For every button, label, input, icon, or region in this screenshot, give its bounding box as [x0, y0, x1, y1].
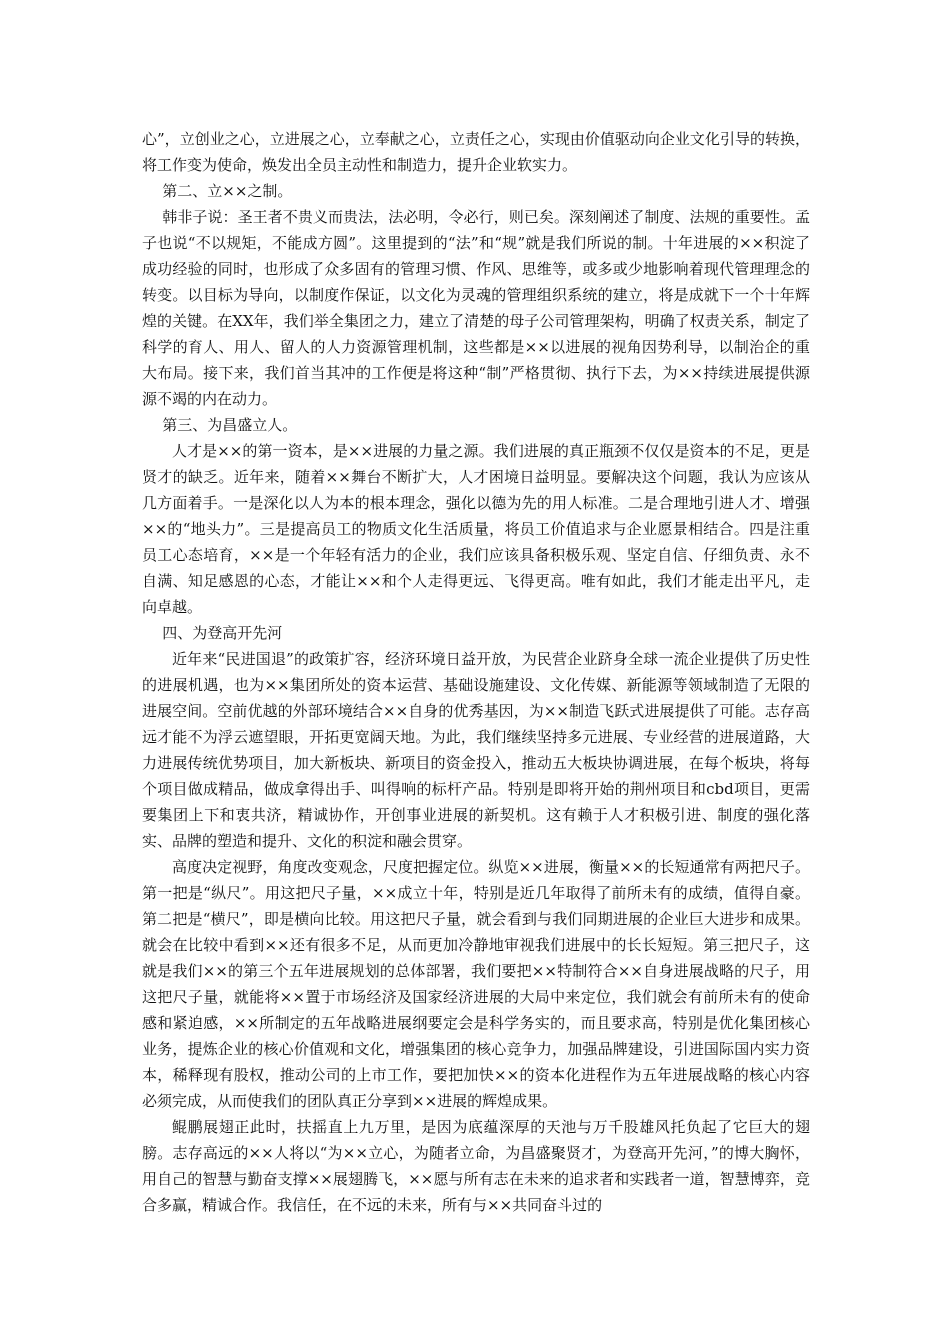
section-heading-4: 四、为登高开先河	[162, 624, 283, 642]
paragraph-system: 韩非子说：圣王者不贵义而贵法，法必明，令必行，则已矣。深刻阐述了制度、法规的重要性。孟子也说“不以规矩，不能成方圆”。这里提到的“法”和“规”就是我们所说的制。十年进展的××积淀了成功经验的同时，也形成了众多固有的管理习惯、作风、思维等，或多或少地影响着现代管理理念的转变。以目标为导向，以制度作保证，以文化为灵魂的管理组织系统的建立，将是成就下一个十年辉煌的关键。在XX年，我们举全集团之力，建立了清楚的母子公司管理架构，明确了权责关系，制定了科学的育人、用人、留人的人力资源管理机制，这些都是××以进展的视角因势利导，以制治企的重大布局。接下来，我们首当其冲的工作便是将这种“制”严格贯彻、执行下去，为××持续进展提供源源不竭的内在动力。	[142, 208, 810, 408]
paragraph-closing: 鲲鹏展翅正此时，扶摇直上九万里，是因为底蕴深厚的天池与万千股雄风托负起了它巨大的翅膀。志存高远的××人将以“为××立心，为随者立命，为昌盛聚贤才，为登高开先河，”的博大胸怀，用自己的智慧与勤奋支撑××展翅腾飞，××愿与所有志在未来的追求者和实践者一道，智慧博弈，竞合多赢，精诚合作。我信任，在不远的未来，所有与××共同奋斗过的	[142, 1118, 810, 1214]
paragraph-talent: 人才是××的第一资本，是××进展的力量之源。我们进展的真正瓶颈不仅仅是资本的不足，更是贤才的缺乏。近年来，随着××舞台不断扩大，人才困境日益明显。要解决这个问题，我认为应该从几方面着手。一是深化以人为本的根本理念，强化以德为先的用人标准。二是合理地引进人才、增强××的“地头力”。三是提高员工的物质文化生活质量，将员工价值追求与企业愿景相结合。四是注重员工心态培育，××是一个年轻有活力的企业，我们应该具备积极乐观、坚定自信、仔细负责、永不自满、知足感恩的心态，才能让××和个人走得更远、飞得更高。唯有如此，我们才能走出平凡，走向卓越。	[142, 442, 810, 616]
paragraph-opportunity: 近年来“民进国退”的政策扩容，经济环境日益开放，为民营企业跻身全球一流企业提供了历史性的进展机遇，也为××集团所处的资本运营、基础设施建设、文化传媒、新能源等领域制造了无限的进展空间。空前优越的外部环境结合××自身的优秀基因，为××制造飞跃式进展提供了可能。志存高远才能不为浮云遮望眼，开拓更宽阔天地。为此，我们继续坚持多元进展、专业经营的进展道路，大力进展传统优势项目，加大新板块、新项目的资金投入，推动五大板块协调进展，在每个板块，将每个项目做成精品，做成拿得出手、叫得响的标杆产品。特别是即将开始的荆州项目和cbd项目，更需要集团上下和衷共济，精诚协作，开创事业进展的新契机。这有赖于人才积极引进、制度的强化落实、品牌的塑造和提升、文化的积淀和融会贯穿。	[142, 650, 810, 850]
section-heading-2: 第二、立××之制。	[162, 182, 293, 200]
paragraph-rulers: 高度决定视野，角度改变观念，尺度把握定位。纵览××进展，衡量××的长短通常有两把尺子。第一把是“纵尺”。用这把尺子量，××成立十年，特别是近几年取得了前所未有的成绩，值得自豪。第二把是“横尺”，即是横向比较。用这把尺子量，就会看到与我们同期进展的企业巨大进步和成果。就会在比较中看到××还有很多不足，从而更加冷静地审视我们进展中的长长短短。第三把尺子，这就是我们××的第三个五年进展规划的总体部署，我们要把××特制符合××自身进展战略的尺子，用这把尺子量，就能将××置于市场经济及国家经济进展的大局中来定位，我们就会有前所未有的使命感和紧迫感，××所制定的五年战略进展纲要定会是科学务实的，而且要求高，特别是优化集团核心业务，提炼企业的核心价值观和文化，增强集团的核心竞争力，加强品牌建设，引进国际国内实力资本，稀释现有股权，推动公司的上市工作，要把加快××的资本化进程作为五年进展战略的核心内容必须完成，从而使我们的团队真正分享到××进展的辉煌成果。	[142, 858, 810, 1110]
section-heading-3: 第三、为昌盛立人。	[162, 416, 298, 434]
paragraph-continuation: 心”，立创业之心，立进展之心，立奉献之心，立责任之心，实现由价值驱动向企业文化引导的转换，将工作变为使命，焕发出全员主动性和制造力，提升企业软实力。	[142, 130, 810, 174]
document-body	[142, 126, 810, 1218]
